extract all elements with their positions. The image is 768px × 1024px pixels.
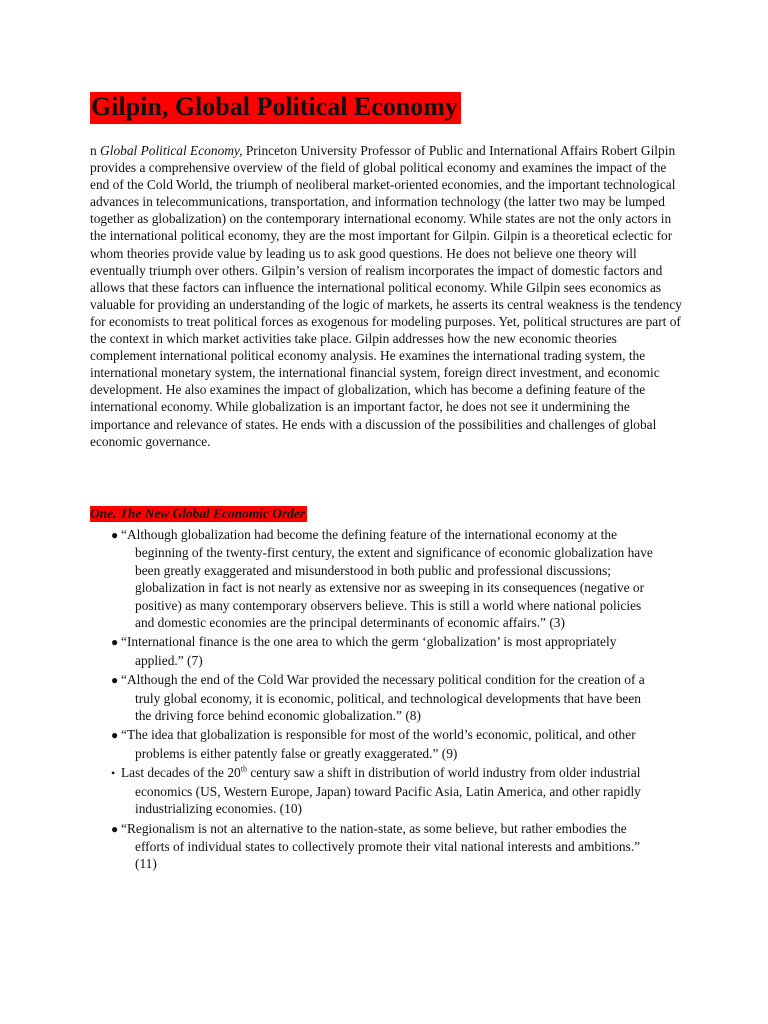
bullet-icon: ● [111,673,119,688]
bullet-icon: ● [111,821,119,836]
intro-paragraph [90,142,686,450]
quote-text: “International finance is the one area to which the germ ‘globalization’ is most appropriately applied.” (7) [121,634,617,668]
quote-text: “Although the end of the Cold War provided the necessary political condition for the creation of a truly global economy, it is economic, political, and technological developments that have been the driving force behind economic globalization.” (8) [121,672,645,724]
list-item [0,764,655,817]
intro-lead: n [90,143,101,158]
book-title: Global Political Economy, [100,143,243,158]
list-item [0,671,655,724]
quote-list [0,526,768,875]
quote-text: “Regionalism is not an alternative to the nation-state, as some believe, but rather embodies the efforts of individual states to collectively promote their vital national interests and ambitions.” (11) [121,820,641,872]
title-block [90,92,461,124]
bullet-icon: • [111,766,116,781]
list-item [0,526,655,631]
list-item [0,726,655,762]
intro-body: Princeton University Professor of Public and International Affairs Robert Gilpin provides a comprehensive overview of the field of global political economy and examines the impact of the end of the Cold World, the triumph of neoliberal market-oriented economies, and the important technological advances in telecommunications, transportation, and information technology (the latter two may be lumped together as globalization) on the contemporary international economy. While states are not the only actors in the international political economy, they are the most important for Gilpin. Gilpin is a theoretical eclectic for whom theories provide value by leading us to ask good questions. He does not believe one theory will eventually triumph over others. Gilpin’s version of realism incorporates the impact of domestic factors and allows that these factors can influence the international political economy. While Gilpin sees economics as valuable for providing an understanding of the logic of markets, he asserts its central weakness is the tendency for economists to treat political forces as exogenous for modeling purposes. Yet, political structures are part of the context in which market activities take place. Gilpin addresses how the new economic theories complement international political economy analysis. He examines the international trading system, the international monetary system, the international financial system, foreign direct investment, and economic development. He also examines the impact of globalization, which has become a defining feature of the international economy. While globalization is an important factor, he does not see it undermining the importance and relevance of states. He ends with a discussion of the possibilities and challenges of global economic governance. [90,143,682,449]
list-item [0,633,655,669]
section-heading: One. The New Global Economic Order [90,506,305,521]
ordinal-suffix: th [240,764,247,774]
page-title: Gilpin, Global Political Economy [90,92,461,124]
bullet-icon: ● [111,528,119,542]
industry-note-end: century saw a shift in distribution of world industry from older industrial economics (US, Western Europe, Japan) toward Pacific Asia, Latin America, and other rapidly industrializing economies. (10) [135,765,641,817]
quote-text: “The idea that globalization is responsible for most of the world’s economic, political, and other problems is either patently false or greatly exaggerated.” (9) [121,727,636,761]
quote-text: “Although globalization had become the defining feature of the international economy at the beginning of the twenty-first century, the extent and significance of economic globalization have been greatly exaggerated and misunderstood in both public and professional discussions; globalization in fact is not nearly as extensive nor as sweeping in its consequences (negative or positive) as many contemporary observers believe. This is still a world where national policies and domestic economies are the principal determinants of economic affairs.” (3) [121,527,653,631]
industry-note-start: Last decades of the 20 [121,765,241,781]
list-item [0,820,655,873]
bullet-icon: ● [111,728,119,743]
bullet-icon: ● [111,635,119,650]
